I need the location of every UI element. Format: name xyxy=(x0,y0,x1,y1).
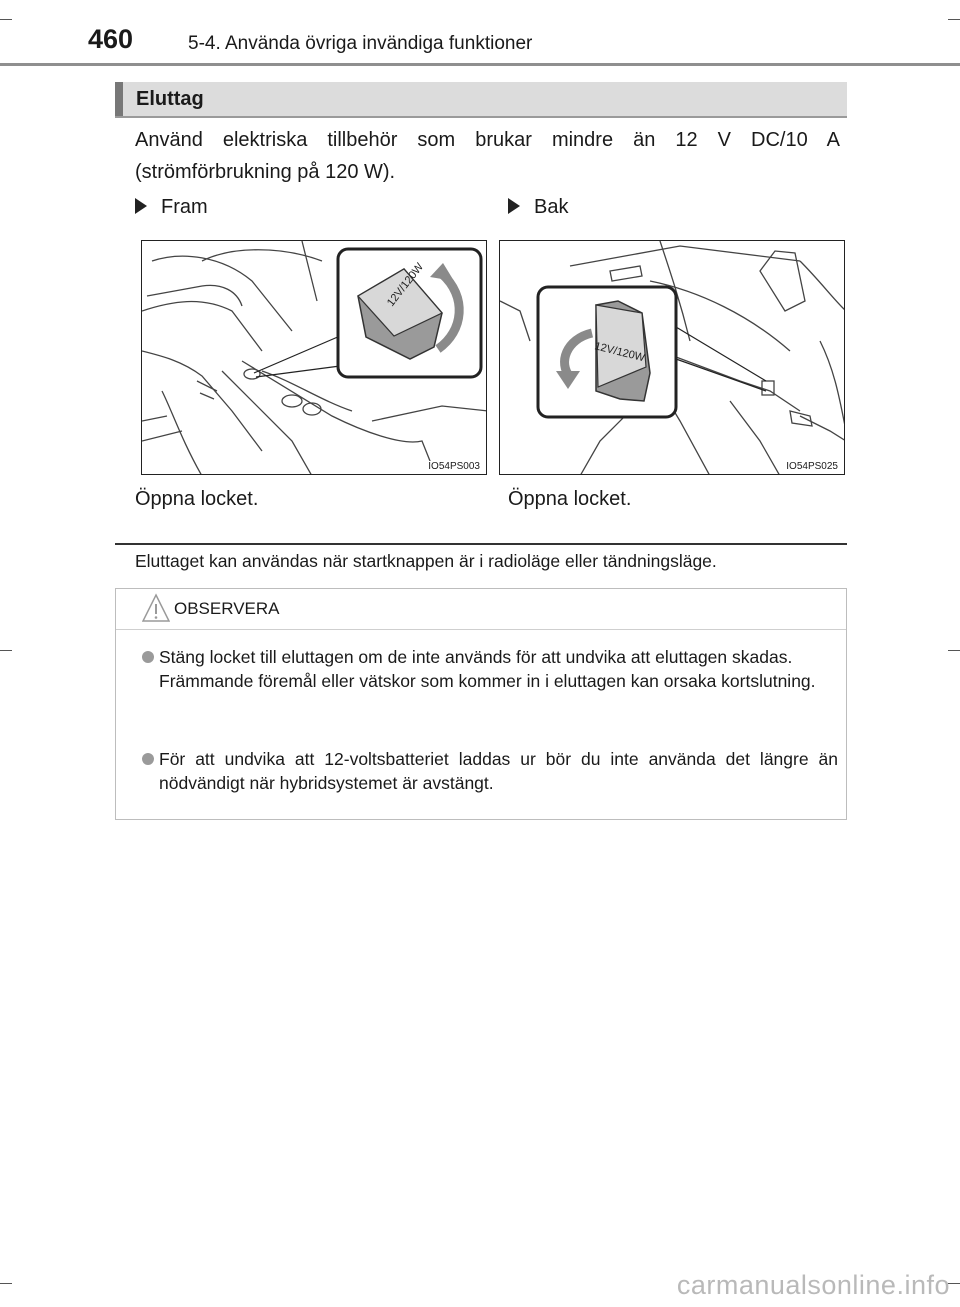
warning-line: För att undvika att 12-voltsbatteriet laddas ur bör du inte använda det längre än nödvändigt när hybridsystemet är avstängt. xyxy=(159,749,838,793)
triangle-bullet-icon xyxy=(508,198,520,214)
section-divider xyxy=(115,543,847,545)
figure-heading-rear xyxy=(508,196,568,219)
warning-line: Främmande föremål eller vätskor som kommer in i eluttagen kan orsaka kortslutning. xyxy=(159,671,816,691)
crop-mark xyxy=(0,1283,12,1284)
outlet-cover-icon xyxy=(593,301,650,401)
figure-rear-outlet xyxy=(499,240,845,475)
warning-bullet xyxy=(142,747,838,795)
figure-caption-front: Öppna locket. xyxy=(135,488,259,510)
watermark: carmanualsonline.info xyxy=(676,1270,950,1300)
triangle-bullet-icon xyxy=(135,198,147,214)
figure-code: IO54PS025 xyxy=(786,461,838,472)
crop-mark xyxy=(0,19,12,20)
usage-note: Eluttaget kan användas när startknappen är i radioläge eller tändningsläge. xyxy=(135,551,717,571)
front-console-illustration xyxy=(142,241,487,475)
cover-label: 12V/120W xyxy=(593,340,647,365)
warning-triangle-icon xyxy=(142,593,170,623)
warning-title: OBSERVERA xyxy=(174,599,280,618)
section-accent xyxy=(115,82,123,116)
figure-code: IO54PS003 xyxy=(428,461,480,472)
warning-bullet-text xyxy=(159,645,838,693)
figure-heading-label: Bak xyxy=(534,196,569,218)
figure-front-outlet xyxy=(141,240,487,475)
bullet-dot-icon xyxy=(142,651,154,663)
cover-label: 12V/120W xyxy=(384,260,426,309)
bullet-dot-icon xyxy=(142,753,154,765)
warning-bullet-text xyxy=(159,747,838,795)
chapter-title: 5-4. Använda övriga invändiga funktioner xyxy=(188,33,533,54)
page-number: 460 xyxy=(88,24,134,54)
section-title: Eluttag xyxy=(136,88,204,110)
warning-box xyxy=(115,588,847,820)
figure-heading-front xyxy=(135,196,208,219)
crop-mark xyxy=(948,19,960,20)
figure-caption-rear: Öppna locket. xyxy=(508,488,632,510)
intro-paragraph: Använd elektriska tillbehör som brukar mindre än 12 V DC/10 A (strömförbrukning på 120 W). xyxy=(135,129,840,183)
header-rule xyxy=(0,63,960,66)
section-heading-bar xyxy=(115,82,847,118)
crop-mark xyxy=(0,650,12,651)
warning-bullet xyxy=(142,645,838,693)
figure-heading-label: Fram xyxy=(161,196,208,218)
warning-line: Stäng locket till eluttagen om de inte används för att undvika att eluttagen skadas. xyxy=(159,647,793,667)
crop-mark xyxy=(948,650,960,651)
rear-console-illustration xyxy=(500,241,845,475)
warning-header xyxy=(116,589,846,630)
